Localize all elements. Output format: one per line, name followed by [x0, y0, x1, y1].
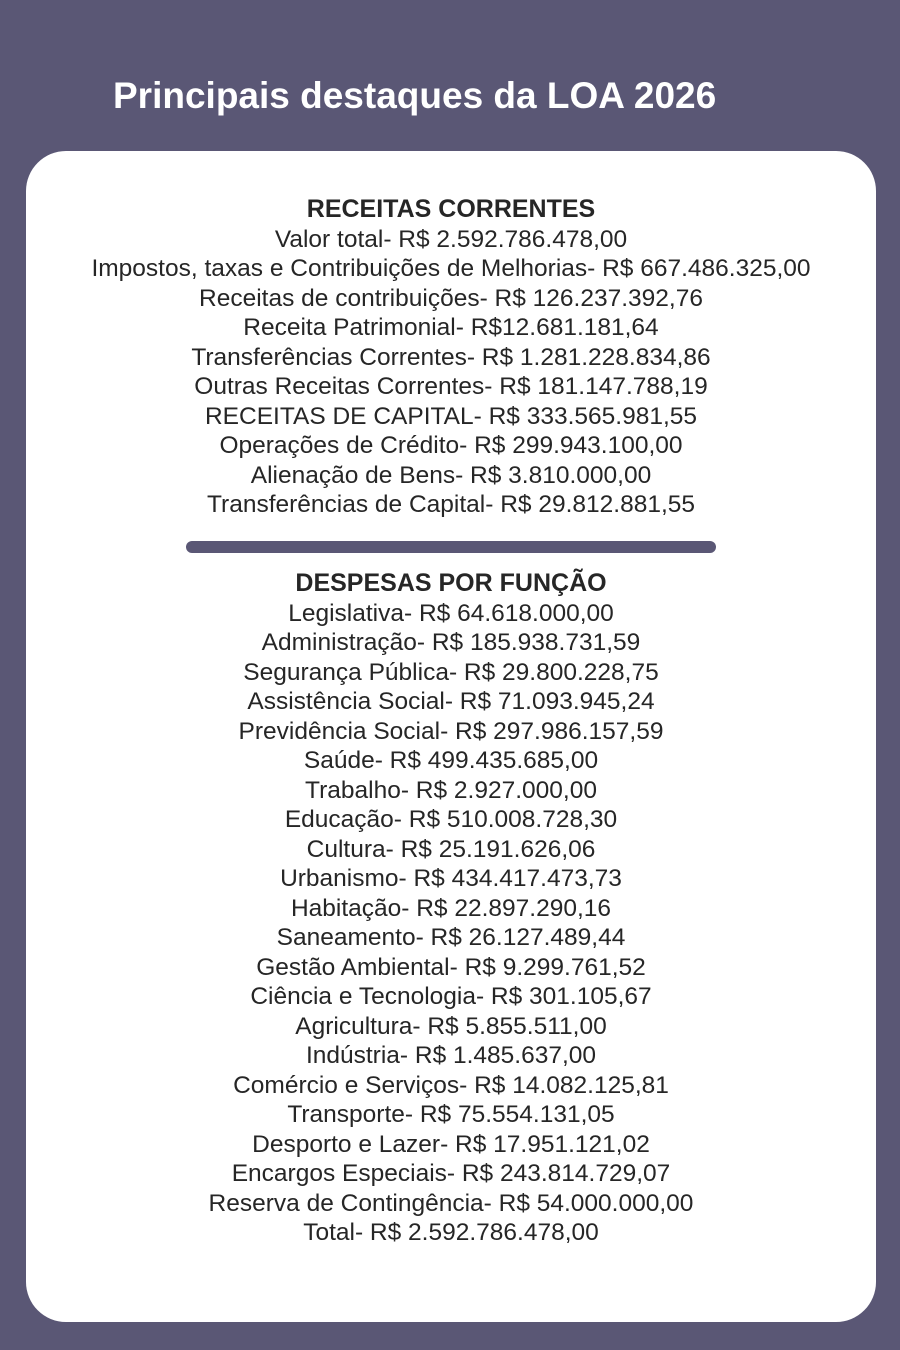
expense-total: Total- R$ 2.592.786.478,00 [303, 1219, 599, 1246]
revenue-line: Valor total- R$ 2.592.786.478,00 [274, 225, 628, 253]
expense-line: Urbanismo- R$ 434.417.473,73 [280, 865, 622, 892]
expense-section [26, 569, 876, 1248]
revenue-line: Operações de Crédito- R$ 299.943.100,00 [219, 432, 683, 459]
expense-line: Segurança Pública- R$ 29.800.228,75 [243, 658, 659, 686]
expense-line: Previdência Social- R$ 297.986.157,59 [238, 717, 664, 745]
revenue-line: Receitas de contribuições- R$ 126.237.392,76 [199, 284, 703, 312]
expense-line: Assistência Social- R$ 71.093.945,24 [247, 688, 655, 715]
expense-line: Gestão Ambiental- R$ 9.299.761,52 [256, 953, 646, 981]
revenue-line: Outras Receitas Correntes- R$ 181.147.788,19 [194, 373, 708, 400]
revenue-line: Transferências de Capital- R$ 29.812.881,55 [206, 491, 696, 518]
expense-line: Habitação- R$ 22.897.290,16 [290, 894, 612, 922]
expense-line: Transporte- R$ 75.554.131,05 [287, 1101, 615, 1128]
expense-line: Trabalho- R$ 2.927.000,00 [305, 776, 597, 804]
expense-line: Saneamento- R$ 26.127.489,44 [276, 924, 626, 951]
expense-line: Legislativa- R$ 64.618.000,00 [288, 599, 614, 627]
expense-line: Encargos Especiais- R$ 243.814.729,07 [231, 1160, 671, 1187]
expense-line: Administração- R$ 185.938.731,59 [261, 629, 641, 656]
section-divider [186, 541, 716, 553]
expense-line: Educação- R$ 510.008.728,30 [284, 806, 618, 833]
expense-heading: DESPESAS POR FUNÇÃO [295, 569, 607, 597]
revenue-section [26, 195, 876, 520]
expense-line: Agricultura- R$ 5.855.511,00 [295, 1012, 607, 1040]
revenue-line: Receita Patrimonial- R$12.681.181,64 [243, 314, 659, 341]
revenue-line: Transferências Correntes- R$ 1.281.228.834,86 [191, 343, 711, 371]
revenue-heading: RECEITAS CORRENTES [306, 195, 596, 223]
expense-line: Ciência e Tecnologia- R$ 301.105,67 [250, 983, 652, 1010]
expense-line: Desporto e Lazer- R$ 17.951.121,02 [252, 1130, 650, 1158]
expense-line: Comércio e Serviços- R$ 14.082.125,81 [233, 1071, 669, 1099]
page-title: Principais destaques da LOA 2026 [113, 75, 717, 116]
revenue-line: Impostos, taxas e Contribuições de Melhorias- R$ 667.486.325,00 [91, 255, 811, 282]
expense-line: Reserva de Contingência- R$ 54.000.000,00 [208, 1189, 694, 1217]
expense-line: Saúde- R$ 499.435.685,00 [303, 747, 599, 774]
expense-line: Indústria- R$ 1.485.637,00 [305, 1042, 597, 1069]
content-card [26, 151, 876, 1322]
expense-line: Cultura- R$ 25.191.626,06 [306, 835, 596, 863]
revenue-line: Alienação de Bens- R$ 3.810.000,00 [250, 461, 652, 489]
revenue-line: RECEITAS DE CAPITAL- R$ 333.565.981,55 [204, 402, 698, 430]
